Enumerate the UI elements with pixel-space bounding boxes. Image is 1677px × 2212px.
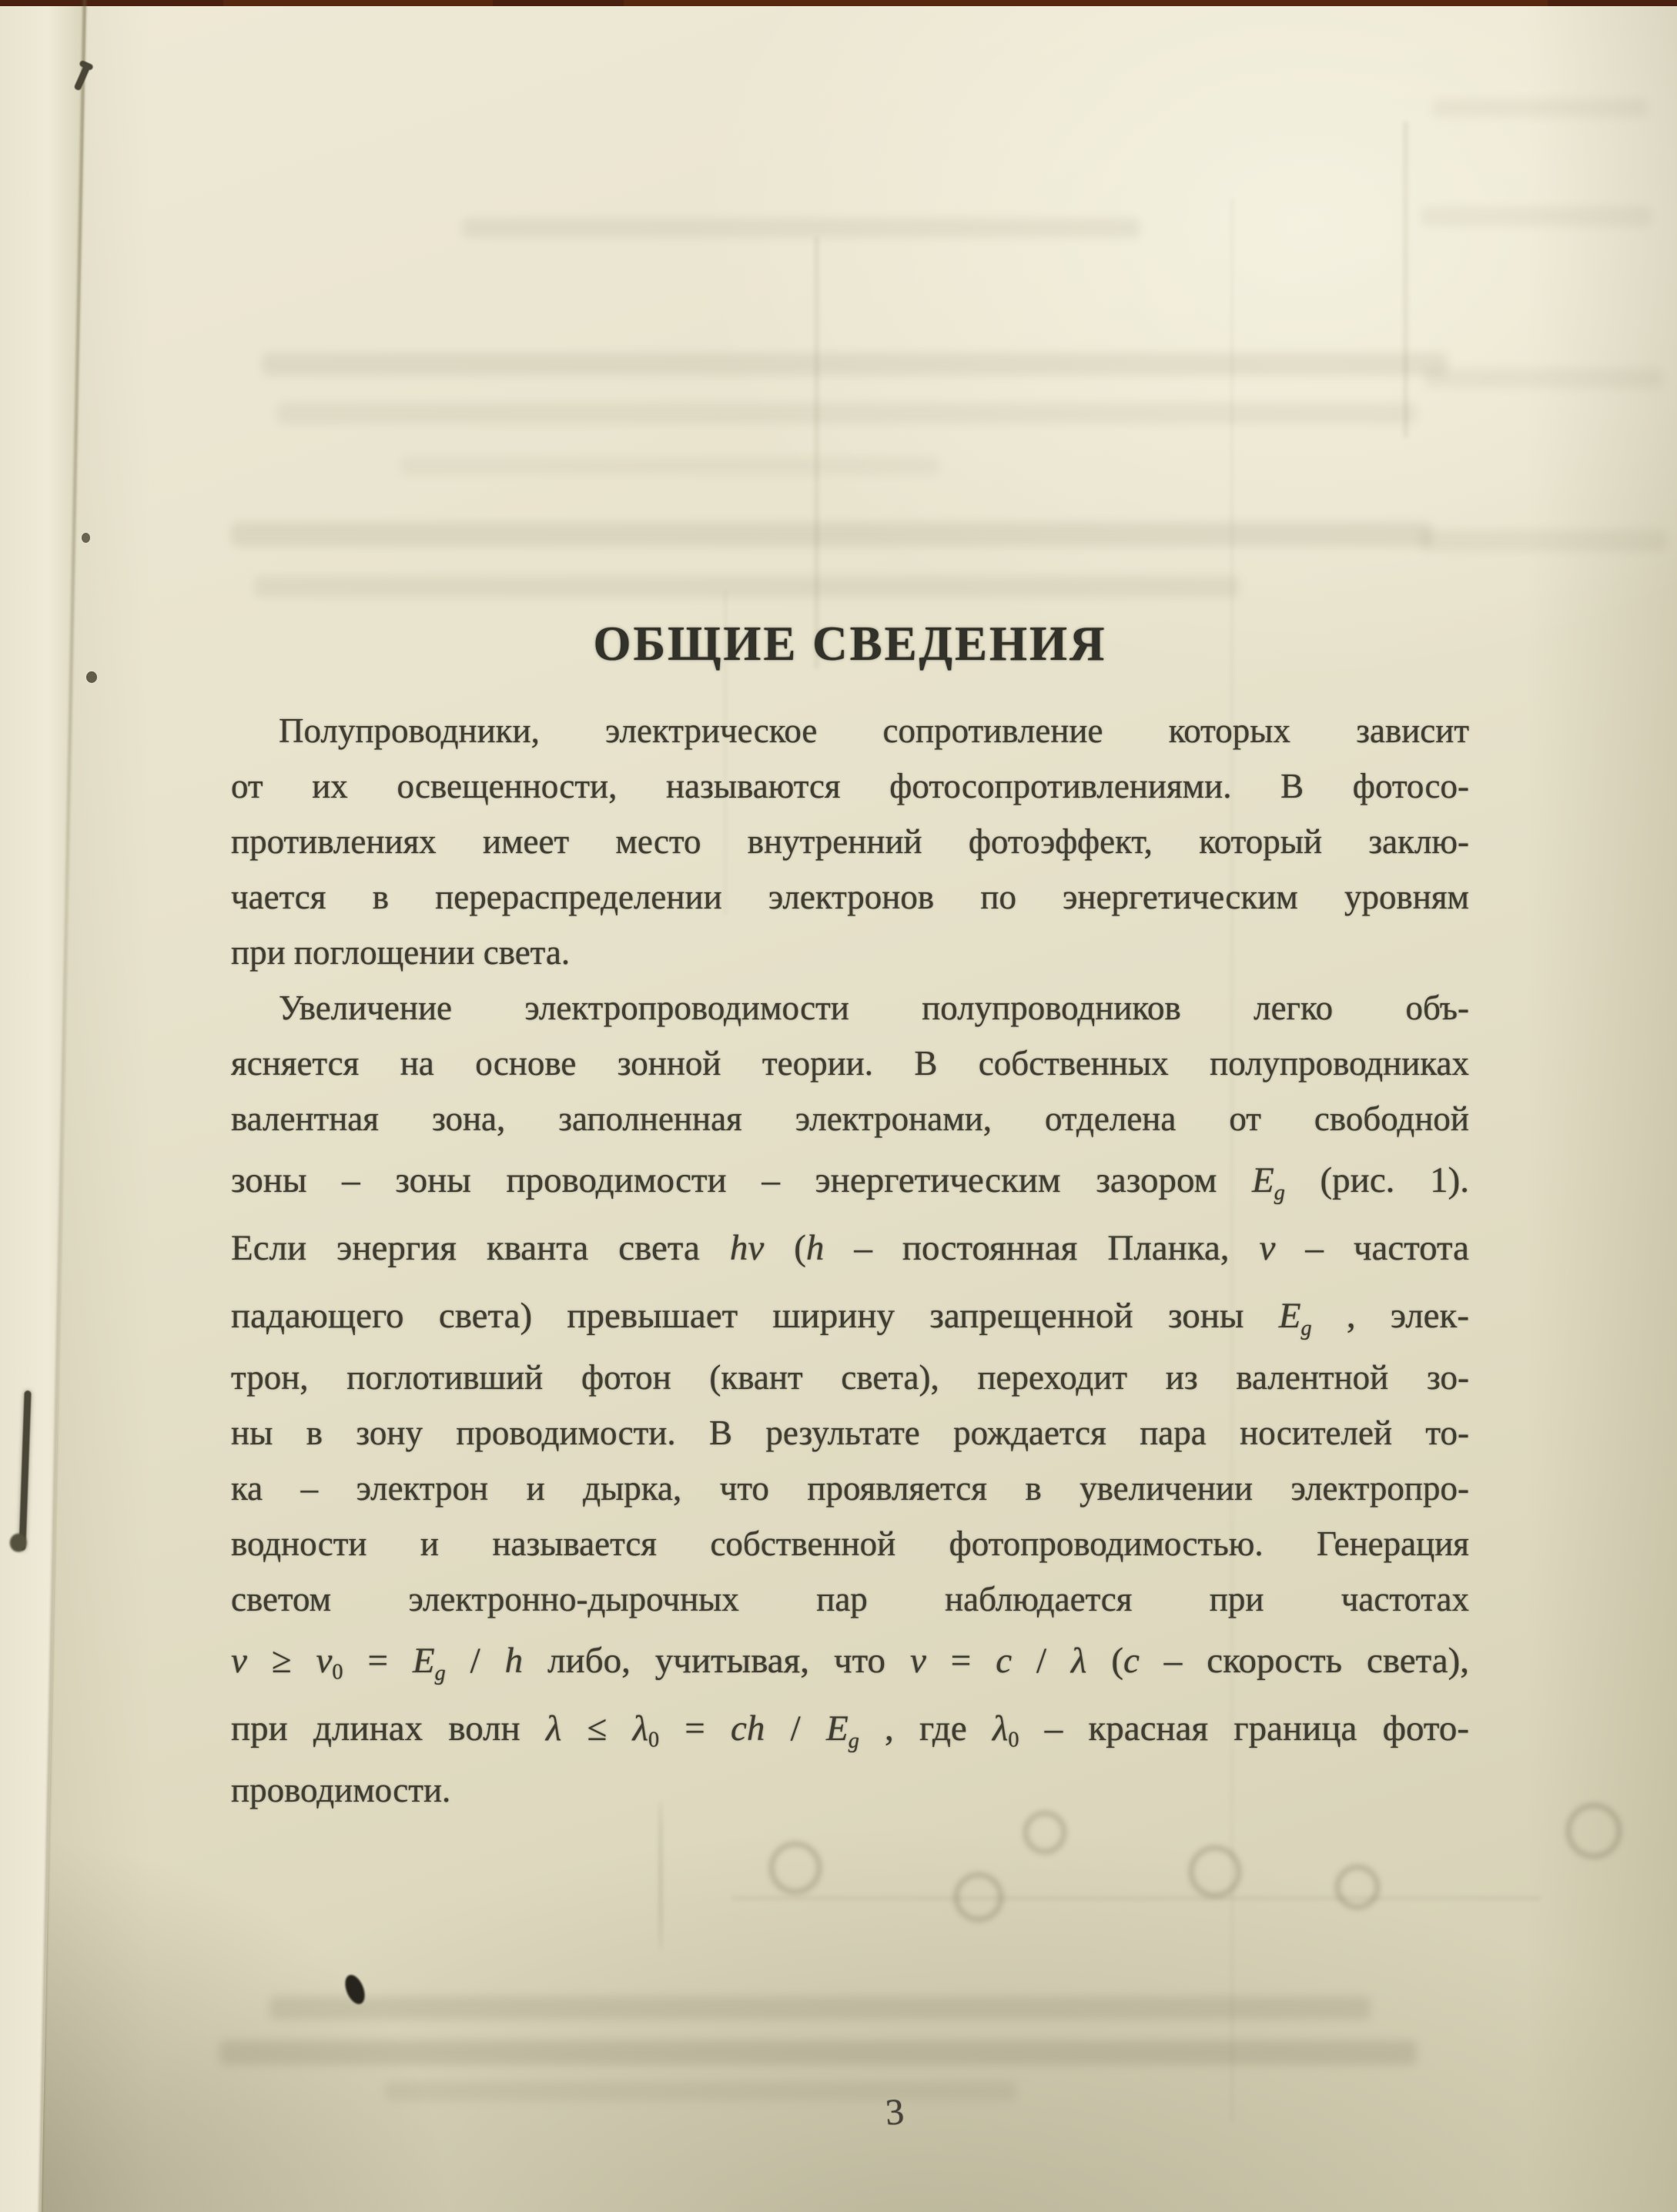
formula-symbol: 0	[648, 1728, 660, 1752]
formula-symbol: ch	[731, 1708, 765, 1749]
bleedthrough-circle	[770, 1842, 821, 1893]
text-run: противлениях имеет место внутренний фотоэффект, который заклю-	[231, 822, 1469, 861]
text-run: зоны – зоны проводимости – энергетическим зазором	[231, 1160, 1253, 1200]
text-run: проводимости.	[231, 1771, 451, 1809]
text-run: /	[1012, 1641, 1072, 1681]
bleedthrough-row	[462, 218, 1140, 238]
formula-symbol: λ	[992, 1708, 1009, 1749]
text-run: =	[659, 1708, 731, 1749]
text-line	[231, 1091, 1469, 1146]
bleedthrough-row	[262, 353, 1448, 376]
text-run: при поглощении света.	[231, 933, 571, 972]
text-run: трон, поглотивший фотон (квант света), переходит из валентной зо-	[231, 1358, 1469, 1397]
bleedthrough-row	[1432, 99, 1648, 117]
bleedthrough-caption-row	[269, 1996, 1371, 2020]
page-title: ОБЩИЕ СВЕДЕНИЯ	[593, 617, 1107, 671]
formula-symbol: λ	[1071, 1641, 1087, 1681]
formula-symbol: g	[1274, 1180, 1285, 1205]
formula-symbol: ν	[1259, 1228, 1276, 1268]
bleedthrough-circle	[1567, 1804, 1621, 1858]
text-run: ка – электрон и дырка, что проявляется в увеличении электропро-	[231, 1469, 1469, 1508]
text-run: Полупроводники, электрическое сопротивление которых зависит	[279, 711, 1469, 750]
text-run: Увеличение электропроводимости полупроводников легко объ-	[279, 989, 1469, 1027]
formula-symbol: E	[825, 1708, 849, 1749]
formula-symbol: g	[1300, 1316, 1312, 1340]
bleedthrough-row	[277, 403, 1417, 424]
text-run: =	[926, 1641, 996, 1681]
formula-symbol: ν	[231, 1641, 247, 1681]
bleedthrough-row	[400, 457, 939, 475]
text-run: – постоянная Планка,	[824, 1228, 1260, 1268]
bleedthrough-brace	[659, 1800, 662, 1950]
text-run: при длинах волн	[231, 1708, 546, 1749]
text-run: =	[343, 1641, 413, 1681]
bleedthrough-figure-line	[815, 237, 818, 668]
bleedthrough-row	[1421, 530, 1667, 551]
text-line	[231, 1214, 1469, 1282]
bleedthrough-row	[231, 522, 1432, 547]
page-number: 3	[884, 2091, 905, 2133]
formula-symbol: E	[1278, 1296, 1301, 1336]
text-run: водности и называется собственной фотопроводимостью. Генерация	[231, 1524, 1469, 1563]
book-page	[0, 6, 1677, 2212]
text-run: валентная зона, заполненная электронами, отделена от свободной	[231, 1099, 1469, 1138]
formula-symbol: g	[434, 1661, 446, 1685]
text-run: (рис. 1).	[1284, 1160, 1469, 1200]
bleedthrough-figure-line	[731, 1896, 1540, 1900]
bleedthrough-caption-row	[219, 2040, 1417, 2065]
text-line	[231, 1627, 1469, 1695]
formula-symbol: g	[848, 1728, 859, 1753]
formula-symbol: h	[805, 1228, 825, 1268]
text-line	[231, 1350, 1469, 1405]
text-line	[231, 1516, 1469, 1571]
text-line	[231, 925, 1469, 980]
text-line	[231, 703, 1469, 758]
ink-speck	[86, 671, 97, 683]
formula-symbol: ν	[909, 1641, 926, 1681]
text-line	[231, 814, 1469, 869]
formula-symbol: hν	[729, 1228, 765, 1268]
bleedthrough-circle	[1336, 1866, 1379, 1909]
text-run: (	[1086, 1641, 1123, 1681]
bleedthrough-row	[254, 576, 1240, 597]
formula-symbol: E	[412, 1641, 435, 1681]
text-run: ясняется на основе зонной теории. В собственных полупроводниках	[231, 1044, 1469, 1083]
text-line	[231, 758, 1469, 814]
text-run: – частота	[1275, 1228, 1469, 1268]
text-run: падающего света) превышает ширину запрещенной зоны	[231, 1296, 1279, 1336]
text-run: – красная граница фото-	[1019, 1708, 1469, 1749]
formula-symbol: ν	[316, 1641, 333, 1681]
text-run: /	[445, 1641, 505, 1681]
text-line	[231, 1695, 1469, 1762]
formula-symbol: c	[1123, 1641, 1140, 1681]
text-run: ≤	[561, 1708, 633, 1749]
text-line	[231, 1146, 1469, 1214]
bleedthrough-row	[1421, 206, 1652, 226]
formula-symbol: h	[504, 1641, 524, 1681]
bleedthrough-row	[1424, 368, 1663, 388]
text-run: чается в перераспределении электронов по энергетическим уровням	[231, 878, 1469, 916]
text-line	[231, 1762, 1469, 1818]
text-run: от их освещенности, называются фотосопротивлениями. В фотосо-	[231, 767, 1469, 805]
text-run: , где	[859, 1708, 992, 1749]
ink-speck	[82, 533, 90, 543]
text-run: ≥	[246, 1641, 316, 1681]
text-line	[231, 1405, 1469, 1461]
bleedthrough-figure-line	[1404, 122, 1408, 437]
text-line	[231, 1571, 1469, 1627]
formula-symbol: λ	[545, 1708, 562, 1749]
body-text	[231, 703, 1469, 1818]
text-line	[231, 1461, 1469, 1516]
text-line	[231, 869, 1469, 925]
text-run: (	[764, 1228, 806, 1268]
formula-symbol: λ	[632, 1708, 648, 1749]
text-run: либо, учитывая, что	[523, 1641, 910, 1681]
text-run: ны в зону проводимости. В результате рождается пара носителей то-	[231, 1414, 1469, 1452]
formula-symbol: 0	[1008, 1728, 1019, 1752]
text-run: /	[765, 1708, 826, 1749]
text-line	[231, 980, 1469, 1036]
bleedthrough-circle	[1024, 1812, 1066, 1853]
text-run: , элек-	[1311, 1296, 1469, 1336]
previous-page-edge	[0, 6, 86, 2212]
text-run: светом электронно-дырочных пар наблюдается при частотах	[231, 1580, 1469, 1618]
text-run: Если энергия кванта света	[231, 1228, 730, 1268]
formula-symbol: E	[1252, 1160, 1274, 1200]
text-line	[231, 1036, 1469, 1091]
text-line	[231, 1282, 1469, 1350]
formula-symbol: c	[996, 1641, 1013, 1681]
text-run: – скорость света),	[1139, 1641, 1469, 1681]
bleedthrough-caption-row	[385, 2081, 1016, 2101]
formula-symbol: 0	[332, 1660, 343, 1685]
